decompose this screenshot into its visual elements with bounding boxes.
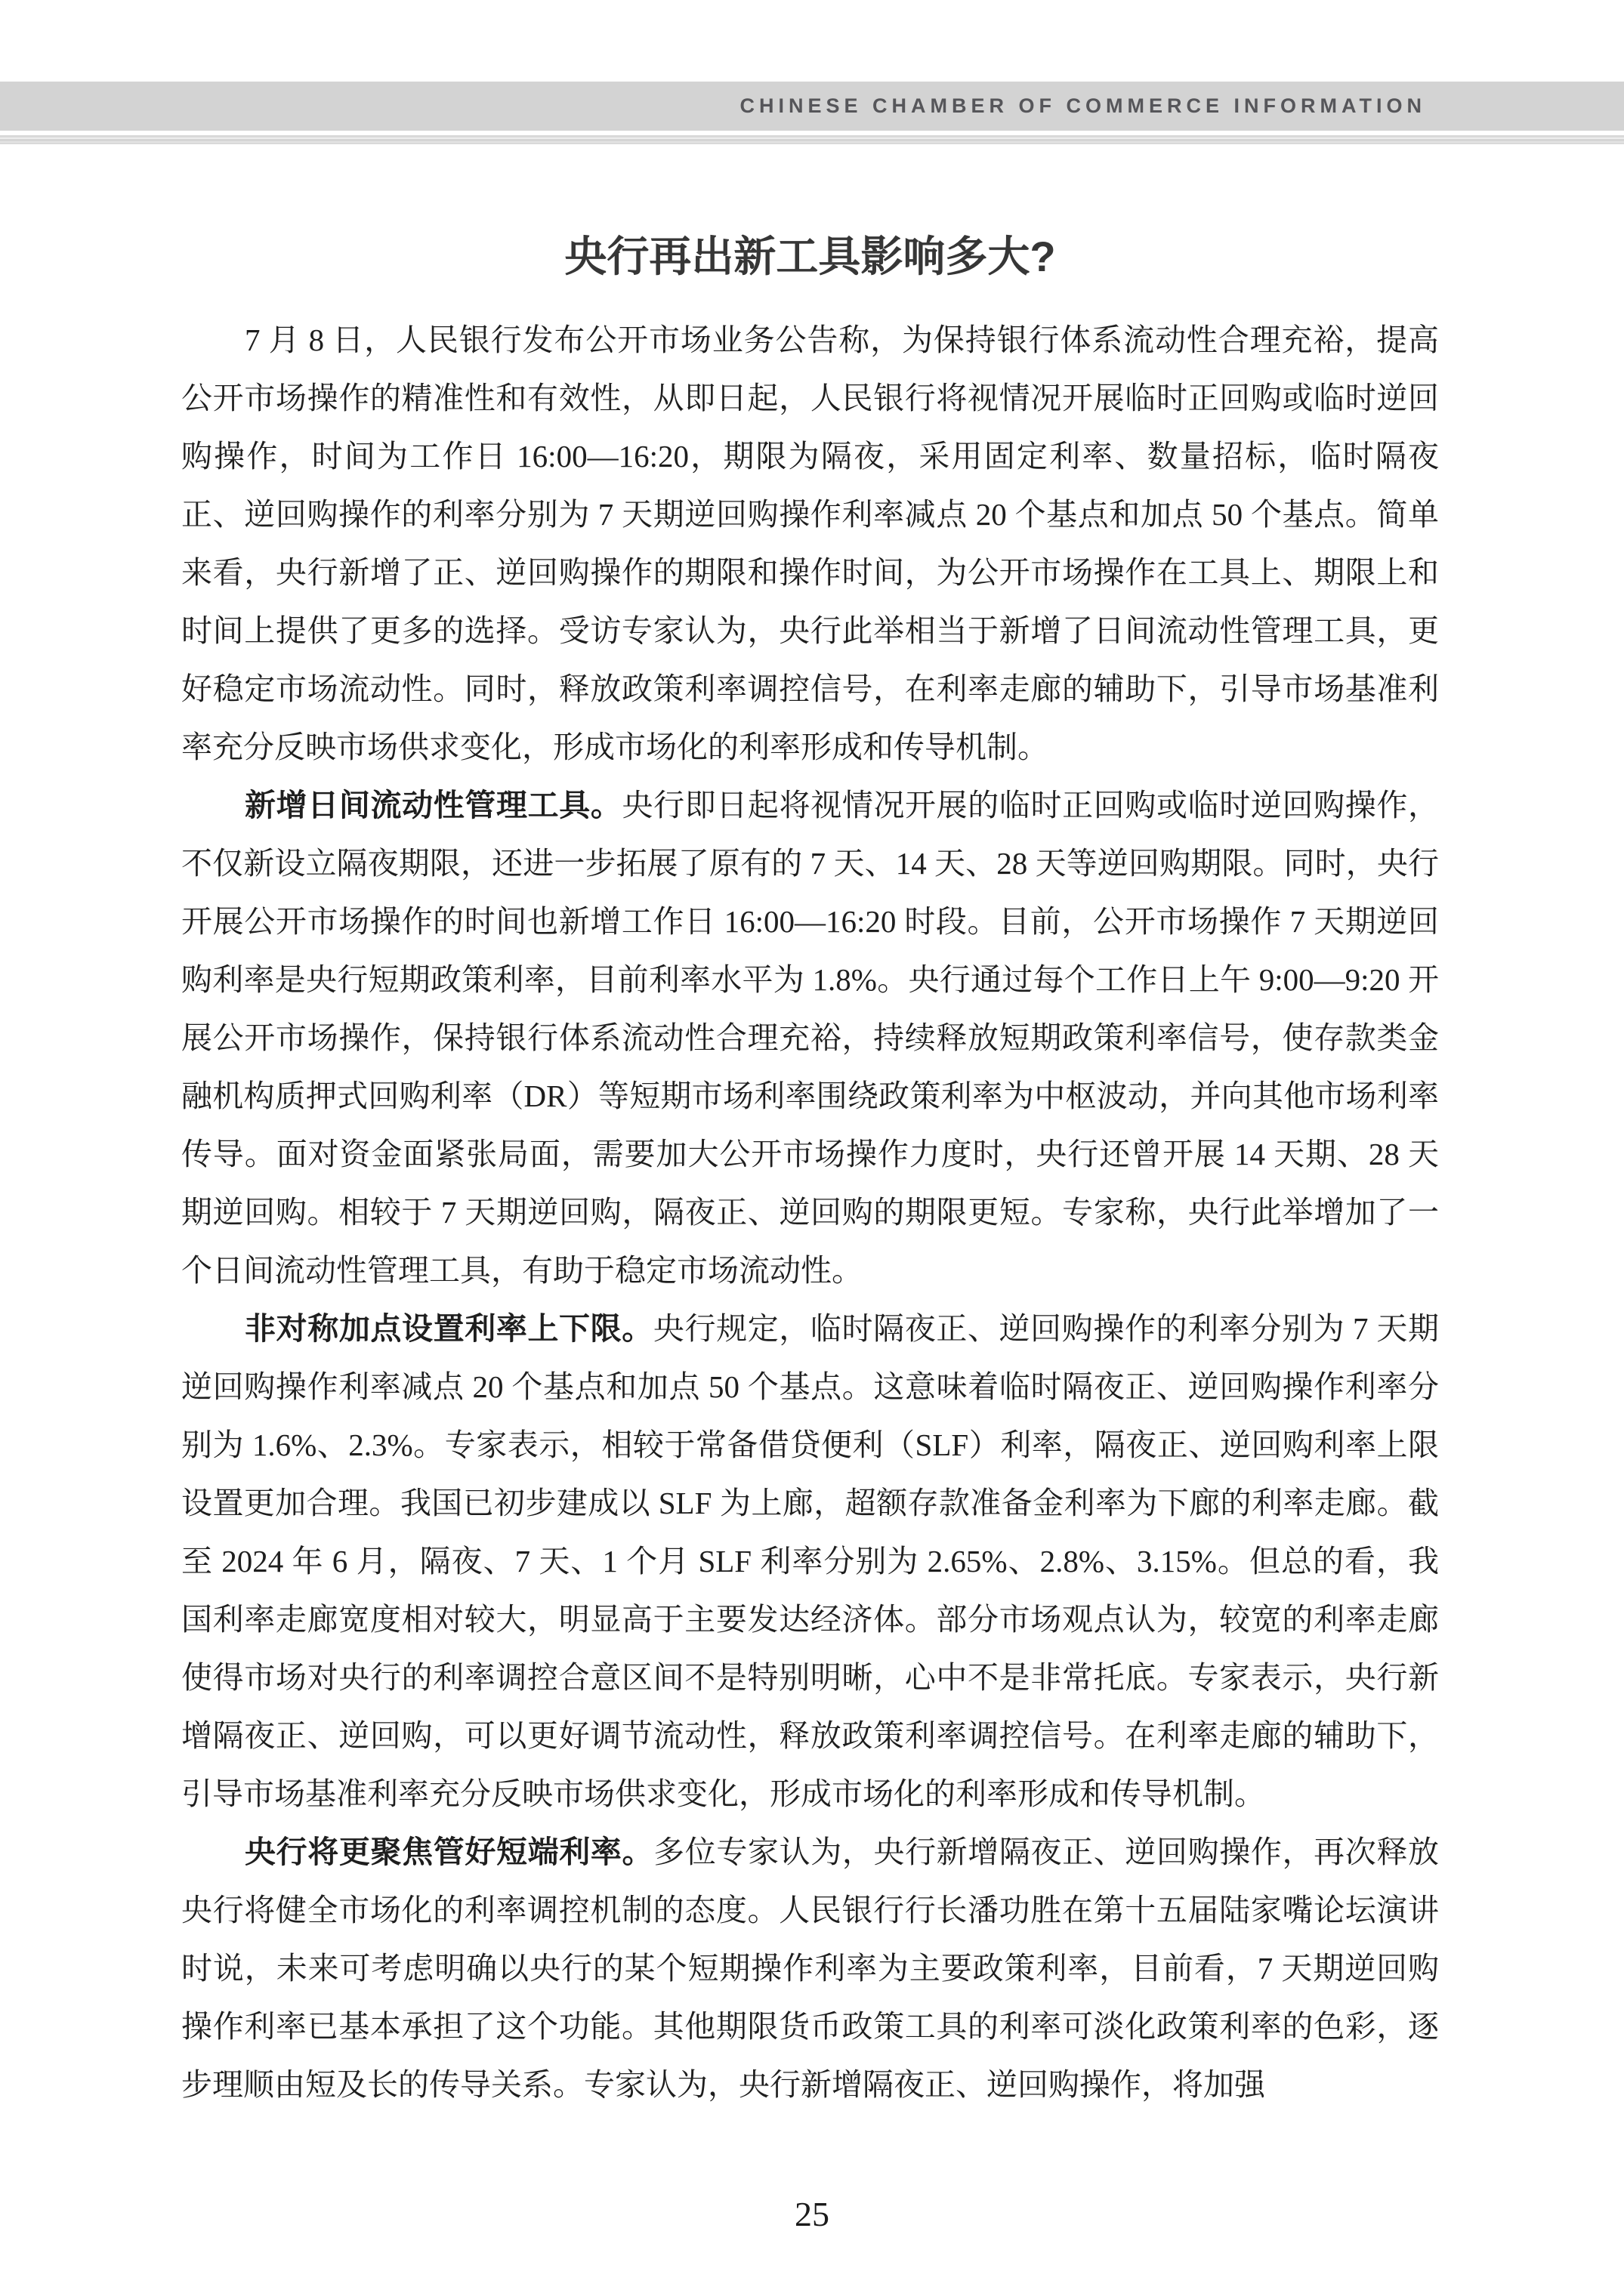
paragraph (181, 311, 1439, 776)
header-banner-text: CHINESE CHAMBER OF COMMERCE INFORMATION (739, 94, 1426, 117)
paragraph (181, 1823, 1439, 2114)
page-number: 25 (795, 2195, 829, 2233)
article-title: 央行再出新工具影响多大? (564, 233, 1056, 280)
paragraph-text: 央行即日起将视情况开展的临时正回购或临时逆回购操作，不仅新设立隔夜期限，还进一步拓展了原有的 7 天、14 天、28 天等逆回购期限。同时，央行开展公开市场操作的时间也新增工作日 16:00—16:20 时段。目前，公开市场操作 7 天期逆回购利率是央行短期政策利率，目前利率水平为 1.8%。央行通过每个工作日上午 9:00—9:20 开展公开市场操作，保持银行体系流动性合理充裕，持续释放短期政策利率信号，使存款类金融机构质押式回购利率（DR）等短期市场利率围绕政策利率为中枢波动，并向其他市场利率传导。面对资金面紧张局面，需要加大公开市场操作力度时，央行还曾开展 14 天期、28 天期逆回购。相较于 7 天期逆回购，隔夜正、逆回购的期限更短。专家称，央行此举增加了一个日间流动性管理工具，有助于稳定市场流动性。 (181, 788, 1440, 1288)
paragraph-text: 央行规定，临时隔夜正、逆回购操作的利率分别为 7 天期逆回购操作利率减点 20 个基点和加点 50 个基点。这意味着临时隔夜正、逆回购操作利率分别为 1.6%、2.3%。专家表示，相较于常备借贷便利（SLF）利率，隔夜正、逆回购利率上限设置更加合理。我国已初步建成以 SLF 为上廊，超额存款准备金利率为下廊的利率走廊。截至 2024 年 6 月，隔夜、7 天、1 个月 SLF 利率分别为 2.65%、2.8%、3.15%。但总的看，我国利率走廊宽度相对较大，明显高于主要发达经济体。部分市场观点认为，较宽的利率走廊使得市场对央行的利率调控合意区间不是特别明晰，心中不是非常托底。专家表示，央行新增隔夜正、逆回购，可以更好调节流动性，释放政策利率调控信号。在利率走廊的辅助下，引导市场基准利率充分反映市场供求变化，形成市场化的利率形成和传导机制。 (181, 1311, 1440, 1811)
paragraph-lead: 央行将更聚焦管好短端利率。 (245, 1835, 654, 1869)
paragraph (181, 1300, 1439, 1823)
paragraph-lead: 非对称加点设置利率上下限。 (245, 1311, 653, 1346)
paragraph-text: 7 月 8 日，人民银行发布公开市场业务公告称，为保持银行体系流动性合理充裕，提高公开市场操作的精准性和有效性，从即日起，人民银行将视情况开展临时正回购或临时逆回购操作，时间为工作日 16:00—16:20，期限为隔夜，采用固定利率、数量招标，临时隔夜正、逆回购操作的利率分别为 7 天期逆回购操作利率减点 20 个基点和加点 50 个基点。简单来看，央行新增了正、逆回购操作的期限和操作时间，为公开市场操作在工具上、期限上和时间上提供了更多的选择。受访专家认为，央行此举相当于新增了日间流动性管理工具，更好稳定市场流动性。同时，释放政策利率调控信号，在利率走廊的辅助下，引导市场基准利率充分反映市场供求变化，形成市场化的利率形成和传导机制。 (181, 323, 1439, 764)
paragraph-text: 多位专家认为，央行新增隔夜正、逆回购操作，再次释放央行将健全市场化的利率调控机制的态度。人民银行行长潘功胜在第十五届陆家嘴论坛演讲时说，未来可考虑明确以央行的某个短期操作利率为主要政策利率，目前看，7 天期逆回购操作利率已基本承担了这个功能。其他期限货币政策工具的利率可淡化政策利率的色彩，逐步理顺由短及长的传导关系。专家认为，央行新增隔夜正、逆回购操作，将加强 (181, 1835, 1440, 2102)
paragraph (181, 776, 1439, 1300)
paragraph-lead: 新增日间流动性管理工具。 (245, 788, 622, 822)
header-divider (0, 135, 1624, 144)
article-body (181, 311, 1439, 2114)
header-bar (0, 82, 1624, 131)
